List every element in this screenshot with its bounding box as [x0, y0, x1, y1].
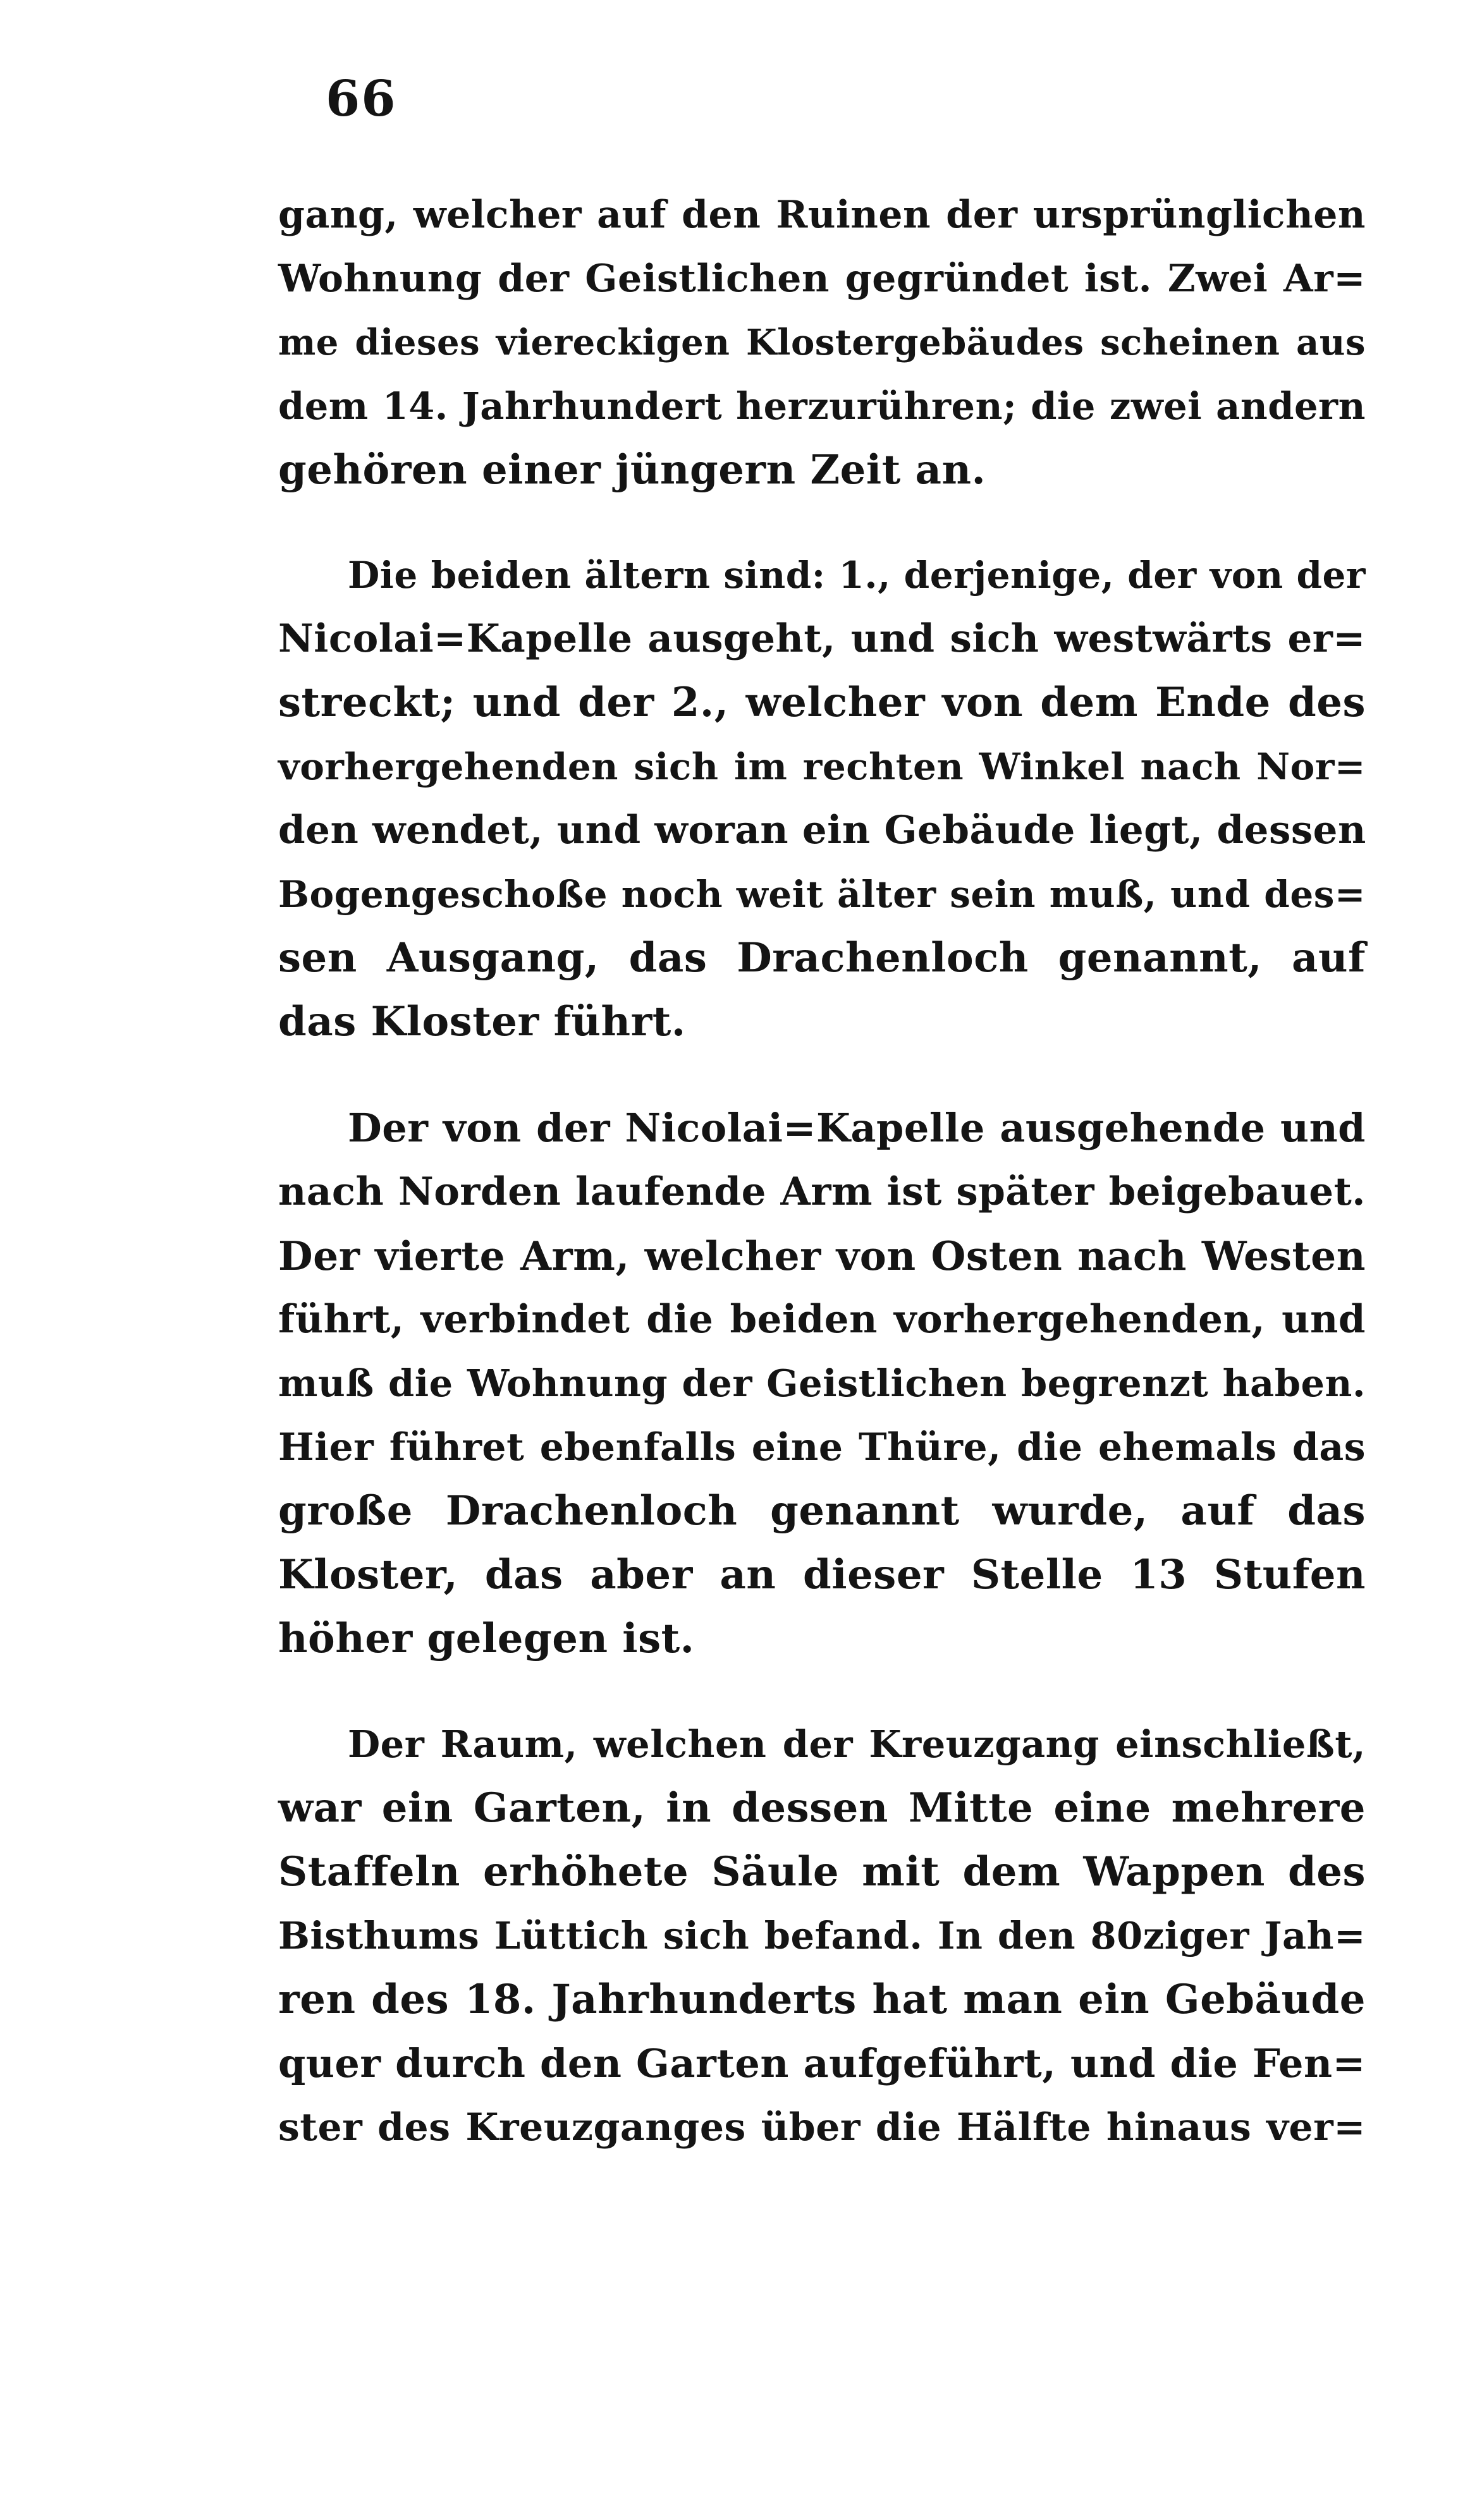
text-line: ren des 18. Jahrhunderts hat man ein Gebäude: [278, 1976, 1366, 2023]
text-line: Wohnung der Geistlichen gegründet ist. Zwei Ar=: [278, 257, 1366, 301]
text-line: war ein Garten, in dessen Mitte eine mehrere: [278, 1784, 1366, 1832]
text-line: den wendet, und woran ein Gebäude liegt, dessen: [278, 808, 1366, 853]
text-line: Die beiden ältern sind: 1., derjenige, der von der: [348, 554, 1366, 597]
text-line: Staffeln erhöhete Säule mit dem Wappen des: [278, 1848, 1366, 1896]
text-line: Bisthums Lüttich sich befand. In den 80ziger Jah=: [278, 1914, 1366, 1957]
text-line: muß die Wohnung der Geistlichen begrenzt haben.: [278, 1361, 1366, 1405]
text-line: führt, verbindet die beiden vorhergehenden, und: [278, 1297, 1366, 1342]
text-line: me dieses viereckigen Klostergebäudes scheinen aus: [278, 322, 1366, 363]
text-line: quer durch den Garten aufgeführt, und die Fen=: [278, 2040, 1366, 2086]
text-line: gang, welcher auf den Ruinen der ursprünglichen: [278, 193, 1366, 237]
text-line: sen Ausgang, das Drachenloch genannt, auf: [278, 934, 1366, 982]
text-line: Hier führet ebenfalls eine Thüre, die ehemals das: [278, 1425, 1366, 1470]
text-line: große Drachenloch genannt wurde, auf das: [278, 1487, 1366, 1535]
text-line: Kloster, das aber an dieser Stelle 13 Stufen: [278, 1551, 1366, 1598]
text-line: Bogengeschoße noch weit älter sein muß, und des=: [278, 873, 1366, 916]
text-line: höher gelegen ist.: [278, 1615, 695, 1662]
text-line: Nicolai=Kapelle ausgeht, und sich westwärts er=: [278, 616, 1366, 661]
page-number: 66: [326, 70, 397, 128]
text-line: dem 14. Jahrhundert herzurühren; die zwei andern: [278, 384, 1366, 428]
text-line: nach Norden laufende Arm ist später beigebauet.: [278, 1169, 1366, 1214]
text-line: das Kloster führt.: [278, 998, 686, 1045]
text-line: streckt; und der 2., welcher von dem Ende des: [278, 679, 1366, 726]
text-line: gehören einer jüngern Zeit an.: [278, 446, 986, 494]
text-line: Der vierte Arm, welcher von Osten nach Westen: [278, 1233, 1366, 1279]
text-line: vorhergehenden sich im rechten Winkel nach Nor=: [278, 745, 1366, 788]
text-line: Der von der Nicolai=Kapelle ausgehende und: [348, 1105, 1366, 1151]
text-line: Der Raum, welchen der Kreuzgang einschließt,: [348, 1722, 1366, 1766]
text-line: ster des Kreuzganges über die Hälfte hinaus ver=: [278, 2105, 1366, 2150]
